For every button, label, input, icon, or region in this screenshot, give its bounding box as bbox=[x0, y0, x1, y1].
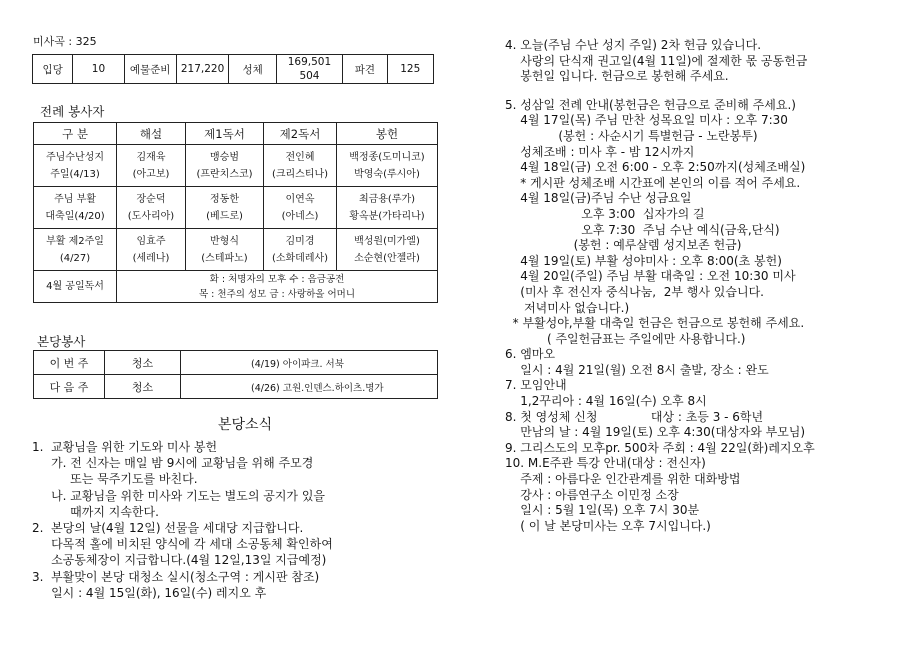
announcement-line: 8. 첫 영성체 신청 대상 : 초등 3 - 6학년 bbox=[505, 409, 764, 424]
intention-label: 4월 공일독서 bbox=[34, 271, 117, 303]
announcement-line: 사랑의 단식재 권고일(4월 11일)에 절제한 몫 공동헌금 bbox=[505, 53, 808, 68]
announcement-line: 강사 : 아름연구소 이민정 소장 bbox=[505, 487, 679, 502]
intention-line: 화 : 처명자의 모후 수 : 음금공전 bbox=[209, 273, 345, 285]
table-cell: 장순덕 (도사리아) bbox=[117, 187, 186, 229]
announcement-spacer bbox=[505, 85, 815, 98]
announcement-line: 성체조배 : 미사 후 - 밤 12시까지 bbox=[505, 144, 695, 159]
announcement-line: 4. 오늘(주님 수난 성지 주일) 2차 헌금 있습니다. bbox=[505, 38, 762, 52]
announcement-line: 1,2꾸리아 : 4월 16일(수) 오후 8시 bbox=[505, 394, 707, 409]
table-cell: 부활 제2주일 (4/27) bbox=[34, 229, 117, 271]
table-row bbox=[34, 351, 438, 375]
announcement-line: 5. 성삼일 전례 안내(봉헌금은 헌금으로 준비해 주세요.) bbox=[505, 97, 796, 112]
news-title: 본당소식 bbox=[218, 417, 273, 433]
table-cell: 전인혜 (크리스티나) bbox=[264, 145, 337, 187]
local-service-table bbox=[33, 350, 438, 399]
announcement-line: ( 이 날 본당미사는 오후 7시입니다.) bbox=[505, 518, 711, 533]
offertory-number: 217,220 bbox=[176, 55, 229, 84]
table-cell: 이연옥 (아네스) bbox=[264, 187, 337, 229]
announcement-line: 4월 17일(목) 주님 만찬 성목요일 미사 : 오후 7:30 bbox=[505, 113, 788, 128]
table-cell: 다 음 주 bbox=[34, 375, 105, 399]
table-cell: (4/26) 고원.인덴스.하이츠.명가 bbox=[181, 375, 438, 399]
announcement-line: 저녁미사 없습니다.) bbox=[505, 300, 630, 315]
news-line: 일시 : 4월 15일(화), 16일(수) 레지오 후 bbox=[32, 585, 267, 600]
offertory-label: 예물준비 bbox=[124, 55, 176, 84]
news-list bbox=[32, 439, 333, 601]
local-section-title: 본당봉사 bbox=[37, 334, 86, 349]
table-cell: 최금용(루가) 황옥분(가타리나) bbox=[337, 187, 438, 229]
news-line: 때까지 지속한다. bbox=[32, 504, 159, 519]
announcement-line: 주제 : 아름다운 인간관계를 위한 대화방법 bbox=[505, 472, 741, 487]
col-header: 봉헌 bbox=[337, 123, 438, 145]
table-cell: 정동한 (베드로) bbox=[186, 187, 264, 229]
table-row bbox=[34, 271, 438, 303]
announcement-line: 4월 20일(주일) 주님 부활 대축일 : 오전 10:30 미사 bbox=[505, 269, 796, 284]
table-cell: (4/19) 아이파크. 서북 bbox=[181, 351, 438, 375]
announcement-line: * 부활성야,부활 대축일 헌금은 헌금으로 봉헌해 주세요. bbox=[505, 316, 805, 331]
announcement-line: 10. M.E주관 특강 안내(대상 : 전신자) bbox=[505, 456, 706, 471]
announcement-line: 오후 3:00 십자가의 길 bbox=[505, 206, 705, 221]
table-cell: 맹승범 (프란치스코) bbox=[186, 145, 264, 187]
announcement-line: 일시 : 4월 21일(월) 오전 8시 출발, 장소 : 완도 bbox=[505, 362, 769, 377]
announcement-line: 4월 18일(금)주님 수난 성금요일 bbox=[505, 191, 692, 206]
announcement-line: 일시 : 5월 1일(목) 오후 7시 30분 bbox=[505, 503, 700, 518]
announcement-line: 봉헌일 입니다. 헌금으로 봉헌해 주세요. bbox=[505, 69, 729, 84]
table-cell: 주님 부활 대축일(4/20) bbox=[34, 187, 117, 229]
table-cell: 김미경 (소화데레사) bbox=[264, 229, 337, 271]
announcement-line: 7. 모임안내 bbox=[505, 378, 567, 393]
col-header: 제1독서 bbox=[186, 123, 264, 145]
table-row bbox=[34, 375, 438, 399]
announcement-line: ( 주일헌금표는 주일에만 사용합니다.) bbox=[505, 331, 746, 346]
announcement-line: 만남의 날 : 4월 19일(토) 오후 4:30(대상자와 부모님) bbox=[505, 425, 806, 440]
table-cell: 주님수난성지 주일(4/13) bbox=[34, 145, 117, 187]
announcement-line: 9. 그리스도의 모후pr. 500차 주회 : 4월 22일(화)레지오후 bbox=[505, 440, 815, 455]
announcement-line: 4월 18일(금) 오전 6:00 - 오후 2:50까지(성체조배실) bbox=[505, 160, 806, 175]
announcement-line: (봉헌 : 사순시기 특별헌금 - 노란봉투) bbox=[505, 128, 758, 143]
servers-section-title: 전례 봉사자 bbox=[40, 104, 105, 119]
table-cell: 백성원(미가엘) 소순현(안젤라) bbox=[337, 229, 438, 271]
col-header: 해설 bbox=[117, 123, 186, 145]
news-line: 1. 교황님을 위한 기도와 미사 봉헌 bbox=[32, 440, 218, 454]
table-row bbox=[34, 187, 438, 229]
news-line: 3. 부활맞이 본당 대청소 실시(청소구역 : 게시판 참조) bbox=[32, 569, 320, 584]
hymn-number: 미사곡 : 325 bbox=[33, 35, 97, 48]
communion-label: 성체 bbox=[229, 55, 276, 84]
communion-number: 169,501 504 bbox=[276, 55, 343, 84]
announcement-line: 오후 7:30 주님 수난 예식(금육,단식) bbox=[505, 222, 780, 237]
entrance-label: 입당 bbox=[33, 55, 73, 84]
announcement-line: 4월 19일(토) 부활 성야미사 : 오후 8:00(초 봉헌) bbox=[505, 253, 782, 268]
announcement-line: (미사 후 전신자 중식나눔, 2부 행사 있습니다. bbox=[505, 284, 764, 299]
announcement-line: * 게시판 성체조배 시간표에 본인의 이름 적어 주세요. bbox=[505, 175, 801, 190]
table-cell: 이 번 주 bbox=[34, 351, 105, 375]
news-line: 2. 본당의 날(4월 12일) 선물을 세대당 지급합니다. bbox=[32, 521, 304, 536]
announcement-line: 6. 엠마오 bbox=[505, 347, 556, 362]
recessional-label: 파견 bbox=[343, 55, 387, 84]
announcements-list bbox=[505, 38, 815, 534]
entrance-number: 10 bbox=[73, 55, 124, 84]
table-cell: 김재육 (아고보) bbox=[117, 145, 186, 187]
news-line: 가. 전 신자는 매일 밤 9시에 교황님을 위해 주모경 bbox=[32, 456, 314, 471]
news-line: 또는 묵주기도를 바친다. bbox=[32, 472, 198, 487]
announcement-line: (봉헌 : 예루살렘 성지보존 헌금) bbox=[505, 238, 742, 253]
table-cell: 백정종(도미니코) 박영숙(루시아) bbox=[337, 145, 438, 187]
table-row bbox=[34, 229, 438, 271]
servers-table bbox=[33, 122, 438, 303]
news-line: 나. 교황님을 위한 미사와 기도는 별도의 공지가 있을 bbox=[32, 488, 326, 503]
news-line: 다목적 홀에 비치된 양식에 각 세대 소공동체 확인하여 bbox=[32, 537, 333, 552]
col-header: 구 분 bbox=[34, 123, 117, 145]
table-row bbox=[34, 145, 438, 187]
table-cell: 청소 bbox=[105, 375, 181, 399]
table-cell: 임효주 (세레나) bbox=[117, 229, 186, 271]
hymn-table bbox=[32, 54, 434, 84]
intention-cell bbox=[117, 271, 438, 303]
news-line: 소공동체장이 지급합니다.(4월 12일,13일 지급예정) bbox=[32, 553, 327, 568]
recessional-number: 125 bbox=[387, 55, 434, 84]
intention-line: 목 : 천주의 성모 금 : 사랑하올 어머니 bbox=[198, 288, 356, 300]
table-cell: 반형식 (스테파노) bbox=[186, 229, 264, 271]
table-cell: 청소 bbox=[105, 351, 181, 375]
col-header: 제2독서 bbox=[264, 123, 337, 145]
